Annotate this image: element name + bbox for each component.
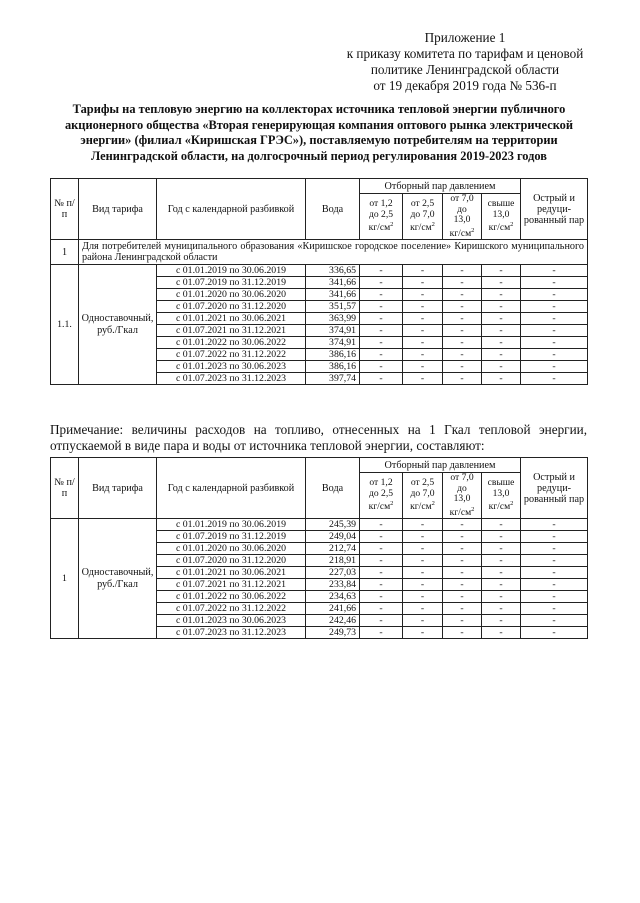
header-pressure-3 bbox=[443, 194, 482, 240]
empty-value: - bbox=[360, 567, 403, 579]
empty-value: - bbox=[403, 519, 443, 531]
title-line-3: энергии» (филиал «Киришская ГРЭС»), поставляемую потребителям на территории bbox=[80, 133, 558, 147]
empty-value: - bbox=[403, 615, 443, 627]
empty-value: - bbox=[443, 277, 482, 289]
title-line-1: Тарифы на тепловую энергию на коллекторах источника тепловой энергии публичного bbox=[72, 102, 566, 116]
tariff-table-body bbox=[51, 240, 588, 385]
empty-value: - bbox=[443, 313, 482, 325]
period-cell: с 01.07.2022 по 31.12.2022 bbox=[157, 349, 306, 361]
empty-value: - bbox=[403, 289, 443, 301]
empty-value: - bbox=[443, 325, 482, 337]
water-value: 241,66 bbox=[306, 603, 360, 615]
empty-value: - bbox=[482, 531, 521, 543]
empty-value: - bbox=[521, 615, 588, 627]
empty-value: - bbox=[482, 543, 521, 555]
note-line-2: отпускаемой в виде пара и воды от источника тепловой энергии, составляют: bbox=[50, 438, 485, 453]
empty-value: - bbox=[403, 313, 443, 325]
header-pressure-4 bbox=[482, 473, 521, 519]
empty-value: - bbox=[443, 567, 482, 579]
p2-sup: 2 bbox=[431, 500, 435, 508]
header-num: № п/п bbox=[51, 179, 79, 240]
empty-value: - bbox=[521, 555, 588, 567]
empty-value: - bbox=[521, 373, 588, 385]
note bbox=[50, 422, 587, 454]
document-title bbox=[36, 102, 602, 164]
title-line-2: акционерного общества «Вторая генерирующая компания оптового рынка электрической bbox=[64, 117, 574, 132]
empty-value: - bbox=[482, 313, 521, 325]
empty-value: - bbox=[521, 579, 588, 591]
p2-sup: 2 bbox=[431, 221, 435, 229]
appendix-line-3: политике Ленинградской области bbox=[370, 62, 560, 77]
water-value: 397,74 bbox=[306, 373, 360, 385]
p4-sup: 2 bbox=[510, 500, 514, 508]
period-cell: с 01.01.2020 по 30.06.2020 bbox=[157, 543, 306, 555]
p1-c: кг/см bbox=[368, 501, 391, 513]
empty-value: - bbox=[482, 603, 521, 615]
empty-value: - bbox=[360, 591, 403, 603]
empty-value: - bbox=[443, 615, 482, 627]
empty-value: - bbox=[443, 373, 482, 385]
empty-value: - bbox=[482, 373, 521, 385]
appendix-line-2: к приказу комитета по тарифам и ценовой bbox=[346, 46, 584, 61]
period-cell: с 01.01.2022 по 30.06.2022 bbox=[157, 337, 306, 349]
empty-value: - bbox=[360, 349, 403, 361]
empty-value: - bbox=[403, 567, 443, 579]
empty-value: - bbox=[521, 543, 588, 555]
tariff-type: Одноставочный, руб./Гкал bbox=[79, 519, 157, 639]
empty-value: - bbox=[360, 603, 403, 615]
empty-value: - bbox=[403, 591, 443, 603]
empty-value: - bbox=[360, 519, 403, 531]
header-water: Вода bbox=[306, 179, 360, 240]
p3-sup: 2 bbox=[471, 226, 475, 234]
empty-value: - bbox=[443, 603, 482, 615]
period-cell: с 01.07.2023 по 31.12.2023 bbox=[157, 627, 306, 639]
header-num: № п/п bbox=[51, 458, 79, 519]
empty-value: - bbox=[482, 349, 521, 361]
water-value: 374,91 bbox=[306, 325, 360, 337]
p3-d: кг/см bbox=[449, 227, 472, 239]
p1-sup: 2 bbox=[390, 500, 394, 508]
empty-value: - bbox=[482, 325, 521, 337]
p4-a: свыше bbox=[487, 198, 515, 210]
p3-a: от 7,0 bbox=[450, 472, 474, 483]
period-cell: с 01.07.2019 по 31.12.2019 bbox=[157, 531, 306, 543]
p1-a: от 1,2 bbox=[369, 198, 393, 210]
empty-value: - bbox=[482, 361, 521, 373]
table-row bbox=[51, 519, 588, 531]
p3-b: до bbox=[457, 203, 467, 215]
empty-value: - bbox=[482, 555, 521, 567]
header-year: Год с календарной разбивкой bbox=[157, 179, 306, 240]
p1-b: до 2,5 bbox=[368, 487, 394, 499]
period-cell: с 01.01.2019 по 30.06.2019 bbox=[157, 519, 306, 531]
empty-value: - bbox=[360, 627, 403, 639]
header-pressure-2 bbox=[403, 473, 443, 519]
empty-value: - bbox=[482, 265, 521, 277]
water-value: 363,99 bbox=[306, 313, 360, 325]
period-cell: с 01.01.2023 по 30.06.2023 bbox=[157, 615, 306, 627]
period-cell: с 01.01.2021 по 30.06.2021 bbox=[157, 567, 306, 579]
appendix-line-1: Приложение 1 bbox=[424, 30, 506, 45]
empty-value: - bbox=[360, 265, 403, 277]
empty-value: - bbox=[403, 531, 443, 543]
empty-value: - bbox=[482, 615, 521, 627]
empty-value: - bbox=[482, 567, 521, 579]
empty-value: - bbox=[482, 337, 521, 349]
empty-value: - bbox=[521, 567, 588, 579]
empty-value: - bbox=[360, 373, 403, 385]
tariff-table-header bbox=[51, 179, 588, 240]
empty-value: - bbox=[521, 519, 588, 531]
header-sharp-steam: Острый и редуци-рованный пар bbox=[521, 458, 588, 519]
water-value: 245,39 bbox=[306, 519, 360, 531]
header-water: Вода bbox=[306, 458, 360, 519]
empty-value: - bbox=[360, 301, 403, 313]
period-cell: с 01.07.2021 по 31.12.2021 bbox=[157, 579, 306, 591]
header-pressure-1 bbox=[360, 473, 403, 519]
empty-value: - bbox=[403, 543, 443, 555]
p3-b: до bbox=[457, 482, 467, 494]
period-cell: с 01.07.2020 по 31.12.2020 bbox=[157, 301, 306, 313]
empty-value: - bbox=[482, 579, 521, 591]
empty-value: - bbox=[521, 361, 588, 373]
empty-value: - bbox=[521, 289, 588, 301]
water-value: 249,04 bbox=[306, 531, 360, 543]
empty-value: - bbox=[482, 277, 521, 289]
fuel-table bbox=[50, 457, 588, 639]
water-value: 341,66 bbox=[306, 277, 360, 289]
period-cell: с 01.07.2020 по 31.12.2020 bbox=[157, 555, 306, 567]
header-pressure-4 bbox=[482, 194, 521, 240]
empty-value: - bbox=[360, 277, 403, 289]
p4-c: кг/см bbox=[488, 222, 511, 234]
empty-value: - bbox=[443, 361, 482, 373]
row-num: 1 bbox=[51, 519, 79, 639]
p4-sup: 2 bbox=[510, 221, 514, 229]
empty-value: - bbox=[443, 531, 482, 543]
header-sharp-steam: Острый и редуци-рованный пар bbox=[521, 179, 588, 240]
empty-value: - bbox=[403, 579, 443, 591]
header-pressure-1 bbox=[360, 194, 403, 240]
header-pressure-3 bbox=[443, 473, 482, 519]
empty-value: - bbox=[360, 579, 403, 591]
title-line-4: Ленинградской области, на долгосрочный период регулирования 2019-2023 годов bbox=[90, 148, 547, 163]
water-value: 351,57 bbox=[306, 301, 360, 313]
appendix-line-4: от 19 декабря 2019 года № 536-п bbox=[373, 78, 557, 93]
empty-value: - bbox=[360, 289, 403, 301]
empty-value: - bbox=[443, 591, 482, 603]
consumer-row bbox=[51, 240, 588, 265]
period-cell: с 01.01.2020 по 30.06.2020 bbox=[157, 289, 306, 301]
water-value: 386,16 bbox=[306, 361, 360, 373]
water-value: 249,73 bbox=[306, 627, 360, 639]
row-num: 1.1. bbox=[51, 265, 79, 385]
empty-value: - bbox=[403, 627, 443, 639]
empty-value: - bbox=[443, 301, 482, 313]
empty-value: - bbox=[403, 349, 443, 361]
empty-value: - bbox=[403, 301, 443, 313]
p3-a: от 7,0 bbox=[450, 193, 474, 204]
empty-value: - bbox=[482, 627, 521, 639]
fuel-table-body bbox=[51, 519, 588, 639]
empty-value: - bbox=[521, 325, 588, 337]
empty-value: - bbox=[403, 277, 443, 289]
p2-c: кг/см bbox=[410, 222, 432, 234]
note-line-1: Примечание: величины расходов на топливо, отнесенных на 1 Гкал тепловой энергии, bbox=[50, 422, 587, 437]
p2-b: до 7,0 bbox=[410, 487, 435, 499]
empty-value: - bbox=[521, 349, 588, 361]
header-pressure-2 bbox=[403, 194, 443, 240]
period-cell: с 01.07.2023 по 31.12.2023 bbox=[157, 373, 306, 385]
empty-value: - bbox=[443, 543, 482, 555]
empty-value: - bbox=[360, 337, 403, 349]
empty-value: - bbox=[482, 289, 521, 301]
empty-value: - bbox=[521, 531, 588, 543]
header-year: Год с календарной разбивкой bbox=[157, 458, 306, 519]
period-cell: с 01.07.2019 по 31.12.2019 bbox=[157, 277, 306, 289]
fuel-table-header bbox=[51, 458, 588, 519]
empty-value: - bbox=[403, 265, 443, 277]
empty-value: - bbox=[403, 373, 443, 385]
empty-value: - bbox=[443, 555, 482, 567]
empty-value: - bbox=[521, 603, 588, 615]
header-tariff-type: Вид тарифа bbox=[79, 458, 157, 519]
p2-a: от 2,5 bbox=[410, 477, 435, 489]
header-steam-group: Отборный пар давлением bbox=[360, 179, 521, 194]
appendix-heading bbox=[330, 30, 600, 94]
empty-value: - bbox=[443, 519, 482, 531]
p4-b: 13,0 bbox=[492, 487, 510, 499]
tariff-type: Одноставочный, руб./Гкал bbox=[79, 265, 157, 385]
empty-value: - bbox=[403, 325, 443, 337]
empty-value: - bbox=[482, 519, 521, 531]
empty-value: - bbox=[360, 531, 403, 543]
empty-value: - bbox=[521, 277, 588, 289]
consumer-description: Для потребителей муниципального образования «Киришское городское поселение» Киришского муниципального района Ленинградской области bbox=[79, 240, 588, 265]
empty-value: - bbox=[443, 265, 482, 277]
empty-value: - bbox=[521, 591, 588, 603]
empty-value: - bbox=[403, 337, 443, 349]
water-value: 233,84 bbox=[306, 579, 360, 591]
p1-a: от 1,2 bbox=[369, 477, 393, 489]
empty-value: - bbox=[360, 361, 403, 373]
header-steam-group: Отборный пар давлением bbox=[360, 458, 521, 473]
water-value: 386,16 bbox=[306, 349, 360, 361]
empty-value: - bbox=[521, 313, 588, 325]
period-cell: с 01.01.2021 по 30.06.2021 bbox=[157, 313, 306, 325]
p4-b: 13,0 bbox=[492, 208, 510, 220]
p1-b: до 2,5 bbox=[368, 208, 394, 220]
empty-value: - bbox=[360, 543, 403, 555]
p2-a: от 2,5 bbox=[410, 198, 435, 210]
period-cell: с 01.07.2022 по 31.12.2022 bbox=[157, 603, 306, 615]
water-value: 242,46 bbox=[306, 615, 360, 627]
water-value: 227,03 bbox=[306, 567, 360, 579]
p4-c: кг/см bbox=[488, 501, 511, 513]
table-row bbox=[51, 265, 588, 277]
empty-value: - bbox=[403, 555, 443, 567]
p3-sup: 2 bbox=[471, 505, 475, 513]
p2-c: кг/см bbox=[410, 501, 432, 513]
period-cell: с 01.01.2023 по 30.06.2023 bbox=[157, 361, 306, 373]
p3-c: 13,0 bbox=[453, 214, 471, 225]
p4-a: свыше bbox=[487, 477, 515, 489]
water-value: 212,74 bbox=[306, 543, 360, 555]
empty-value: - bbox=[403, 603, 443, 615]
empty-value: - bbox=[482, 301, 521, 313]
tariff-table bbox=[50, 178, 588, 385]
empty-value: - bbox=[403, 361, 443, 373]
water-value: 234,63 bbox=[306, 591, 360, 603]
empty-value: - bbox=[360, 313, 403, 325]
empty-value: - bbox=[360, 615, 403, 627]
empty-value: - bbox=[443, 579, 482, 591]
empty-value: - bbox=[521, 301, 588, 313]
water-value: 218,91 bbox=[306, 555, 360, 567]
header-tariff-type: Вид тарифа bbox=[79, 179, 157, 240]
empty-value: - bbox=[521, 337, 588, 349]
water-value: 336,65 bbox=[306, 265, 360, 277]
group-num: 1 bbox=[51, 240, 79, 265]
p3-c: 13,0 bbox=[453, 493, 471, 504]
empty-value: - bbox=[521, 265, 588, 277]
water-value: 341,66 bbox=[306, 289, 360, 301]
empty-value: - bbox=[360, 325, 403, 337]
p1-c: кг/см bbox=[368, 222, 391, 234]
empty-value: - bbox=[443, 349, 482, 361]
period-cell: с 01.01.2022 по 30.06.2022 bbox=[157, 591, 306, 603]
p1-sup: 2 bbox=[390, 221, 394, 229]
empty-value: - bbox=[443, 337, 482, 349]
p2-b: до 7,0 bbox=[410, 208, 435, 220]
period-cell: с 01.01.2019 по 30.06.2019 bbox=[157, 265, 306, 277]
period-cell: с 01.07.2021 по 31.12.2021 bbox=[157, 325, 306, 337]
p3-d: кг/см bbox=[449, 506, 472, 518]
empty-value: - bbox=[443, 289, 482, 301]
empty-value: - bbox=[443, 627, 482, 639]
empty-value: - bbox=[482, 591, 521, 603]
empty-value: - bbox=[521, 627, 588, 639]
empty-value: - bbox=[360, 555, 403, 567]
water-value: 374,91 bbox=[306, 337, 360, 349]
